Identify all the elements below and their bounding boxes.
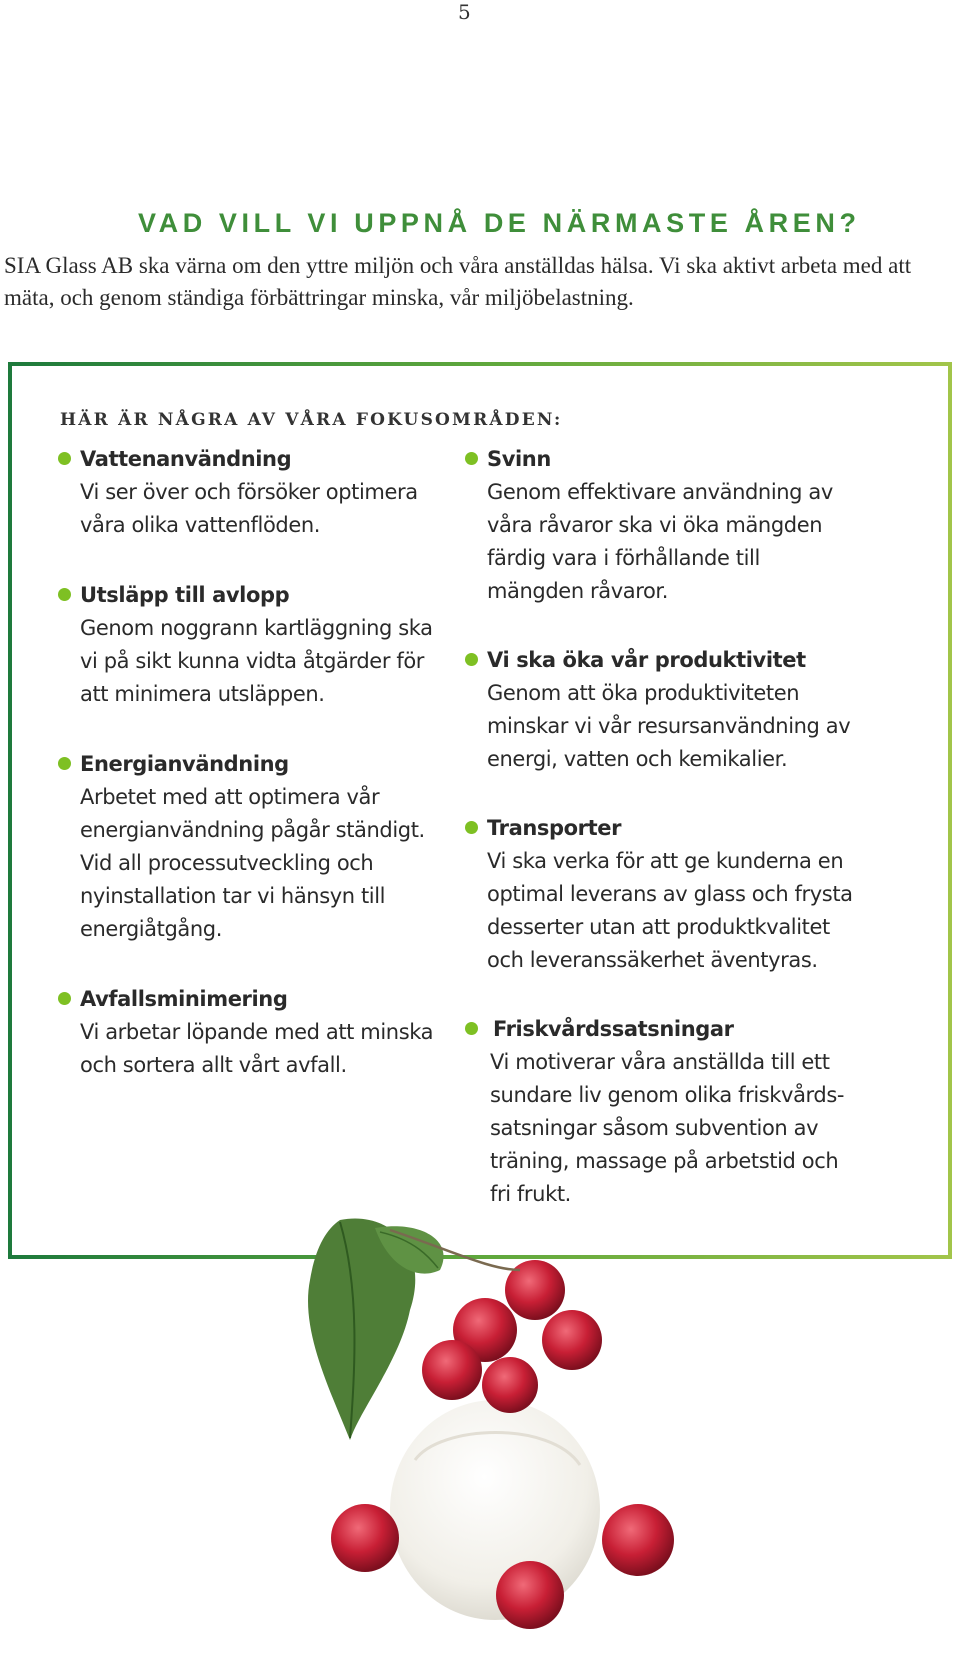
left-column (58, 443, 458, 1082)
bullet-icon (58, 757, 71, 770)
focus-item-produktivitet (487, 644, 887, 776)
focus-item-friskvard (487, 1013, 887, 1211)
focus-item-title: Vattenanvändning (80, 447, 292, 471)
page-number: 5 (458, 0, 471, 24)
focus-item-vattenanvandning (58, 443, 458, 542)
bullet-icon (465, 653, 478, 666)
focus-item-avfallsminimering (58, 983, 458, 1082)
focus-item-energianvandning (58, 748, 458, 946)
bullet-icon (465, 452, 478, 465)
focus-areas-title: HÄR ÄR NÅGRA AV VÅRA FOKUSOMRÅDEN: (60, 410, 563, 430)
focus-item-title: Vi ska öka vår produktivitet (487, 648, 806, 672)
focus-item-text: Genom att öka produktiviteten minskar vi vår resursanvändning av energi, vatten och kemikalier. (487, 681, 851, 771)
ice-cream-scoop-icon (390, 1400, 600, 1620)
focus-item-text: Vi ser över och försöker optimera våra olika vattenflöden. (80, 480, 418, 537)
focus-item-text: Genom noggrann kartläggning ska vi på sikt kunna vidta åtgärder för att minimera utsläppen. (80, 616, 433, 706)
focus-item-title: Friskvårdssatsningar (493, 1017, 734, 1041)
focus-item-title: Transporter (487, 816, 622, 840)
focus-item-text: Vi arbetar löpande med att minska och sortera allt vårt avfall. (80, 1020, 434, 1077)
section-heading: VAD VILL VI UPPNÅ DE NÄRMASTE ÅREN? (138, 208, 861, 238)
focus-item-text: Vi ska verka för att ge kunderna en optimal leverans av glass och frysta desserter utan att produktkvalitet och leveranssäkerhet äventyras. (487, 849, 853, 972)
focus-item-title: Energianvändning (80, 752, 289, 776)
bullet-icon (465, 1022, 478, 1035)
ice-cream-raspberry-photo (280, 1210, 700, 1656)
bullet-icon (58, 588, 71, 601)
focus-item-svinn (487, 443, 887, 608)
bullet-icon (58, 452, 71, 465)
bullet-icon (58, 992, 71, 1005)
right-column (487, 443, 887, 1211)
focus-item-text: Arbetet med att optimera vår energianvändning pågår ständigt. Vid all processutveckling och nyinstallation tar vi hänsyn till energiåtgång. (80, 785, 425, 941)
focus-item-text: Vi motiverar våra anställda till ett sundare liv genom olika friskvårds-satsningar såsom subvention av träning, massage på arbetstid och fri frukt. (490, 1050, 845, 1206)
focus-item-title: Svinn (487, 447, 551, 471)
intro-paragraph: SIA Glass AB ska värna om den yttre miljön och våra anställdas hälsa. Vi ska aktivt arbeta med att mäta, och genom ständiga förbättringar minska, vår miljöbelastning. (4, 253, 912, 310)
focus-item-title: Avfallsminimering (80, 987, 288, 1011)
focus-item-text: Genom effektivare användning av våra råvaror ska vi öka mängden färdig vara i förhållande till mängden råvaror. (487, 480, 833, 603)
bullet-icon (465, 821, 478, 834)
focus-item-title: Utsläpp till avlopp (80, 583, 290, 607)
focus-item-transporter (487, 812, 887, 977)
mint-leaf-icon (308, 1218, 444, 1440)
focus-item-utslapp (58, 579, 458, 711)
